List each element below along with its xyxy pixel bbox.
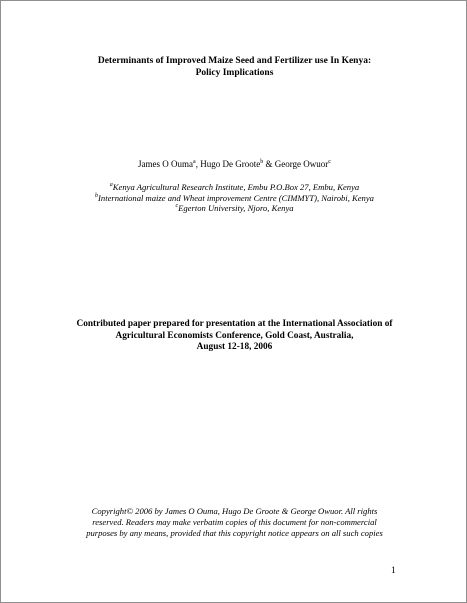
- copyright-line-1: Copyright© 2006 by James O Ouma, Hugo De Groote & George Owuor. All rights: [91, 506, 378, 516]
- title-line-1: Determinants of Improved Maize Seed and Fertilizer use In Kenya:: [97, 56, 372, 66]
- page-number: 1: [391, 566, 396, 576]
- author-superscript: c: [328, 159, 331, 165]
- paper-title: [1, 55, 467, 79]
- affiliation-line: [1, 193, 467, 204]
- affiliation-line: [1, 203, 467, 214]
- conference-line-2: Agricultural Economists Conference, Gold Coast, Australia,: [115, 330, 354, 341]
- author-name: Hugo De Groote: [200, 159, 261, 169]
- title-line-2: Policy Implications: [195, 68, 274, 78]
- affiliation-line: [1, 182, 467, 193]
- author-superscript: b: [260, 159, 264, 165]
- copyright-notice: [1, 506, 467, 539]
- author-superscript: a: [193, 159, 196, 165]
- affiliation-text: Egerton University, Njoro, Kenya: [178, 203, 294, 213]
- affiliations: [1, 182, 467, 214]
- affiliation-text: Kenya Agricultural Research Institute, Embu P.O.Box 27, Embu, Kenya: [112, 182, 360, 192]
- copyright-line-2: reserved. Readers may make verbatim copies of this document for non-commercial: [92, 517, 377, 527]
- conference-note: [1, 319, 467, 354]
- affiliation-text: International maize and Wheat improvement Centre (CIMMYT), Nairobi, Kenya: [98, 192, 374, 203]
- affiliation-superscript: a: [109, 182, 113, 189]
- author-separator: &: [263, 159, 275, 169]
- conference-line-3: August 12-18, 2006: [196, 342, 273, 352]
- affiliation-superscript: c: [175, 203, 179, 210]
- copyright-line-3: purposes by any means, provided that this copyright notice appears on all such copies: [86, 528, 383, 538]
- conference-line-1: Contributed paper prepared for presentation at the International Association of: [76, 319, 393, 329]
- author-name: James O Ouma: [138, 159, 194, 169]
- author-list: [1, 159, 467, 170]
- author-name: George Owuor: [274, 159, 329, 169]
- affiliation-superscript: b: [95, 192, 99, 199]
- author-separator: ,: [195, 159, 201, 169]
